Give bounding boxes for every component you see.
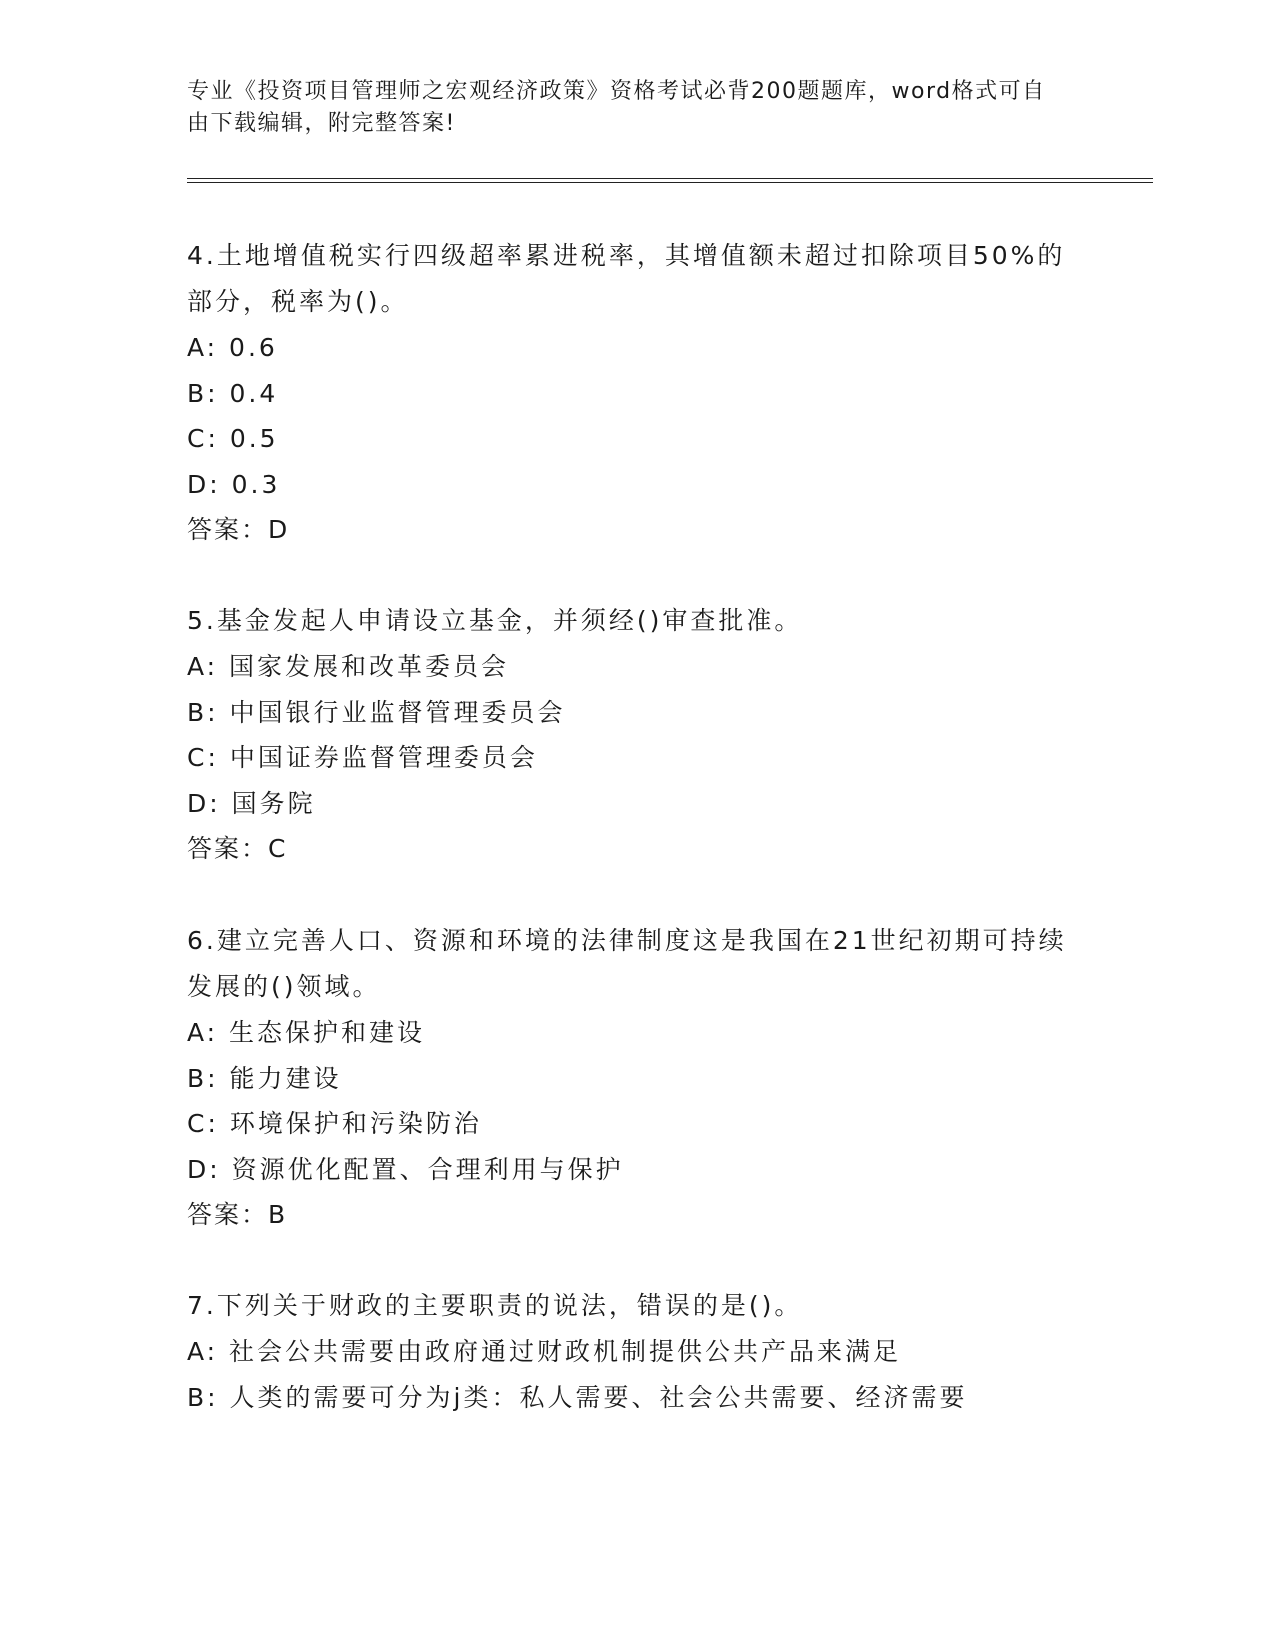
question-stem: 7.下列关于财政的主要职责的说法，错误的是()。 <box>187 1291 803 1320</box>
option-a: A: 0.6 <box>187 333 278 362</box>
option-c: C: 中国证券监督管理委员会 <box>187 743 538 772</box>
question-stem: 4.土地增值税实行四级超率累进税率，其增值额未超过扣除项目50%的部分，税率为()。 <box>187 241 1066 316</box>
question-6 <box>187 918 1087 1238</box>
option-b: B: 人类的需要可分为j类：私人需要、社会公共需要、经济需要 <box>187 1382 968 1412</box>
option-a: A: 社会公共需要由政府通过财政机制提供公共产品来满足 <box>187 1337 902 1366</box>
option-b: B: 0.4 <box>187 378 279 408</box>
option-c: C: 环境保护和污染防治 <box>187 1109 482 1138</box>
question-stem: 6.建立完善人口、资源和环境的法律制度这是我国在21世纪初期可持续发展的()领域。 <box>187 926 1067 1001</box>
option-a: A: 生态保护和建设 <box>187 1018 426 1047</box>
header-divider-bottom <box>187 182 1153 183</box>
answer-line: 答案：B <box>187 1200 288 1229</box>
option-b: B: 中国银行业监督管理委员会 <box>187 697 566 727</box>
answer-line: 答案：C <box>187 834 288 863</box>
option-b: B: 能力建设 <box>187 1063 342 1093</box>
option-d: D: 0.3 <box>187 469 281 499</box>
header-divider-top <box>187 178 1153 179</box>
question-stem: 5.基金发起人申请设立基金，并须经()审查批准。 <box>187 606 803 635</box>
question-4 <box>187 233 1087 553</box>
option-c: C: 0.5 <box>187 424 279 453</box>
question-7 <box>187 1283 1087 1420</box>
answer-line: 答案：D <box>187 515 290 544</box>
option-d: D: 国务院 <box>187 788 316 818</box>
question-5 <box>187 598 1087 872</box>
option-d: D: 资源优化配置、合理利用与保护 <box>187 1154 624 1184</box>
option-a: A: 国家发展和改革委员会 <box>187 652 510 681</box>
document-header: 专业《投资项目管理师之宏观经济政策》资格考试必背200题题库，word格式可自由下载编辑，附完整答案! <box>187 79 1046 136</box>
